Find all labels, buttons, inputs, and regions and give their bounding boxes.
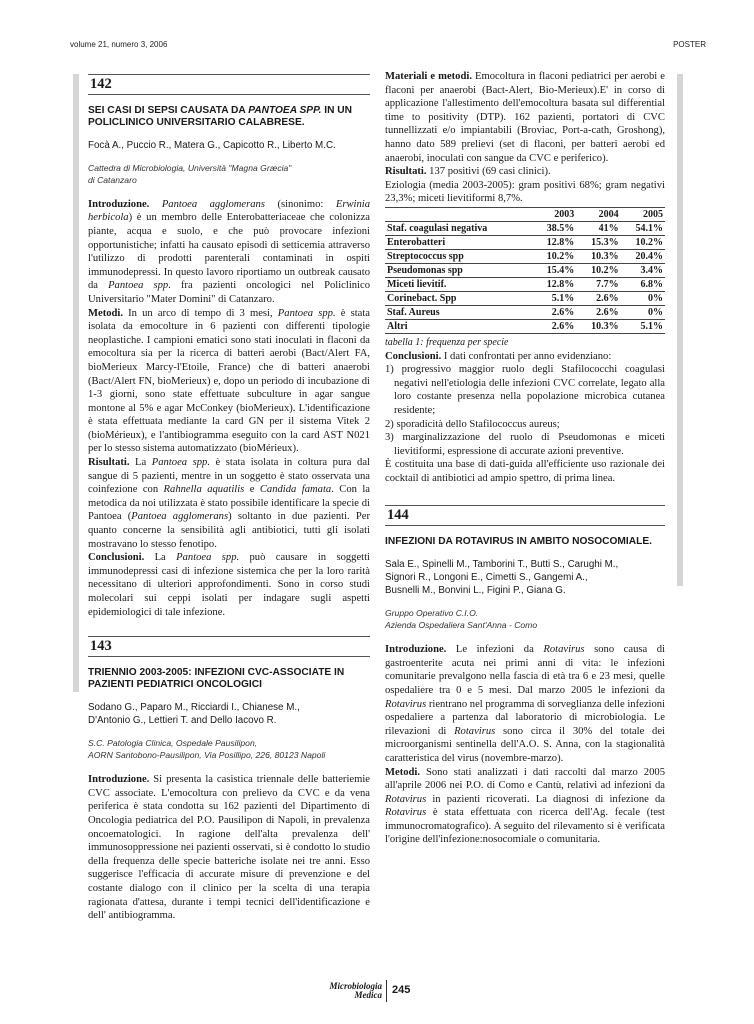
- affiliation-143: S.C. Patologia Clinica, Ospedale Pausilipon, AORN Santobono-Pausilipon, Via Posillipo, 226, 80123 Napoli: [88, 738, 326, 761]
- table-row: Enterobatteri 12.8% 15.3% 10.2%: [387, 236, 663, 248]
- table-row: Altri 2.6% 10.3% 5.1%: [387, 320, 663, 332]
- table-row: Pseudomonas spp 15.4% 10.2% 3.4%: [387, 264, 663, 276]
- methods-144: Metodi. Sono stati analizzati i dati raccolti dal marzo 2005 all'aprile 2006 nei P.O. di Como e Cantù, relativi ad infezioni da Rotavirus in pazienti ricoverati. La diagnosi di infezione da Rotavirus è stata effettuata con ricerca dell'Ag. fecale (test immunocromatografico). A seguito del rilevamento si è verificata l'origine dell'infezione:nosocomiale o comunitaria.: [385, 766, 665, 846]
- conclusions-142: Conclusioni. La Pantoea spp. può causare in soggetti immunodepressi casi di infezione sistemica che per la loro rarità necessitano di ulteriori approfondimenti. Sono in corso studi molecolari sui ceppi isolati per indagare sugli aspetti epidemiologici di tale infezione.: [88, 552, 370, 618]
- introduction-144: Introduzione. Le infezioni da Rotavirus sono causa di gastroenterite acuta nei primi anni di vita: le infezioni comunitarie prevalgono nella fascia di età tra 6 e 23 mesi, quelle ospedaliere tra 0 e 5 mesi. Dal marzo 2005 le infezioni da Rotavirus rientrano nel programma di sorveglianza delle infezioni ospedaliere a partenza dal laboratorio di microbiologia. Le rilevazioni di Rotavirus sono circa il 30% del totale dei microorganismi sentinella dell'A.O. S. Anna, con la stagionalità caratteristica del virus (novembre-marzo).: [385, 644, 665, 764]
- authors-143: Sodano G., Paparo M., Ricciardi I., Chianese M., D'Antonio G., Lettieri T. and Dello Iacovo R.: [88, 701, 300, 726]
- affiliation-142: Cattedra di Microbiologia, Università "Magna Græcia" di Catanzaro: [88, 162, 292, 185]
- table-row: Corinebact. Spp 5.1% 2.6% 0%: [387, 292, 663, 304]
- list-item: 3) marginalizzazione del ruolo di Pseudomonas e miceti lievitiformi, espressione di accurate azioni preventive.: [385, 432, 665, 457]
- conclusions-143: Conclusioni. I dati confrontati per anno evidenziano:: [385, 350, 612, 362]
- list-item: 1) progressivo maggior ruolo degli Stafilococchi coagulasi negativi nell'etiologia delle infezioni CVC correlate, legato alla loro costante presenza nella popolazione microbica cutanea residente;: [385, 364, 665, 416]
- results-143: Risultati. 137 positivi (69 casi clinici).: [385, 166, 551, 178]
- right-column: [385, 70, 665, 847]
- page-number: 245: [392, 984, 411, 996]
- abstract-title-144: INFEZIONI DA ROTAVIRUS IN AMBITO NOSOCOMIALE.: [385, 536, 652, 548]
- materials-methods-143: Materiali e metodi. Emocoltura in flaconi pediatrici per aerobi e flaconi per anaerobi (Bact-Alert, Bio-Merieux).E' in corso di applicazione l'allestimento dell'emocoltura basata sul differential time to positivity (DTP). 162 pazienti, portatori di CVC tunnellizzati e/o impiantabili (Broviac, Port-a-cath, Groshong), hanno dato 589 prelievi (set di flaconi, per batteri aerobi ed anaerobi, inoculati con sangue da CVC e periferico).: [385, 71, 665, 164]
- authors-142: Focà A., Puccio R., Matera G., Capicotto R., Liberto M.C.: [88, 139, 336, 151]
- table-row: Miceti lievitif. 12.8% 7.7% 6.8%: [387, 278, 663, 290]
- closing-143: È costituita una base di dati-guida all'efficiente uso razionale dei cocktail di antibiotici ad ampio spettro, di prima linea.: [385, 459, 665, 484]
- table-row: Streptococcus spp 10.2% 10.3% 20.4%: [387, 250, 663, 262]
- left-column: [88, 74, 370, 923]
- list-item: 2) sporadicità dello Stafilococcus aureus;: [385, 418, 560, 430]
- abstract-title-143: TRIENNIO 2003-2005: INFEZIONI CVC-ASSOCIATE IN PAZIENTI PEDIATRICI ONCOLOGICI: [88, 666, 345, 691]
- introduction-142: Introduzione. Pantoea agglomerans (sinonimo: Erwinia herbicola) è un membro delle Enterobatteriaceae che colonizza piante, acqua e suolo, e che può provocare infezioni opportunistiche; infatti ha causato episodi di setticemia attraverso l'utilizzo di prodotti parenterali contaminati in ospiti immunodepressi. In questo lavoro riportiamo un outbreak causato da Pantoea spp. fra pazienti oncologici nel Policlinico Universitario "Mater Domini" di Catanzaro.: [88, 198, 371, 305]
- results-142: Risultati. La Pantoea spp. è stata isolata in coltura pura dal sangue di 5 pazienti, mentre in un soggetto è stato osservata una coinfezione con Rahnella aquatilis e Candida famata. Con la metodica da noi utilizzata è stato possibile identificare la specie di Pantoea (Pantoea agglomerans) soltanto in due pazienti. Per quanto concerne la sensibilità agli antibiotici, tutti gli isolati mostravano lo stesso fenotipo.: [88, 457, 370, 550]
- table-row: Staf. Aureus 2.6% 2.6% 0%: [387, 306, 663, 318]
- year-header: 2004: [576, 207, 620, 221]
- left-margin-bar: [73, 74, 79, 692]
- section-header: POSTER: [673, 40, 706, 49]
- footer-divider: [386, 980, 387, 1002]
- year-header: 2005: [621, 207, 665, 221]
- abstract-title-142: SEI CASI DI SEPSI CAUSATA DA PANTOEA SPP. IN UN POLICLINICO UNIVERSITARIO CALABRESE.: [88, 104, 352, 129]
- journal-issue-header: volume 21, numero 3, 2006: [70, 40, 168, 49]
- frequency-table: [385, 207, 665, 334]
- abstract-number-142: 142: [88, 74, 370, 95]
- journal-logo: Microbiologia Medica: [329, 981, 382, 1000]
- methods-142: Metodi. In un arco di tempo di 3 mesi, Pantoea spp. è stata isolata da emocolture in 6 pazienti con differenti tipologie neoplastiche. I campioni ematici sono stati inoculati in flaconi da emocoltura sia per la ricerca di batteri aerobi (Bact/Alert FA, bioMerieux Marcy-l'Etoile, France) che di batteri anaerobi (Bact/Alert FN, bioMerieux) e, dopo un periodo di incubazione di 1-3 giorni, sono state effettuate subculture in agar sangue montone al 5% e agar McConkey (bioMerieux). L'identificazione è stata effettuata mediante la card GN per il sistema Vitek 2 (bioMérieux), e l'antibiogramma eseguito con la card AST N021 per lo stesso sistema automatizzato (bioMérieux).: [88, 307, 370, 455]
- authors-144: Sala E., Spinelli M., Tamborini T., Butti S., Carughi M., Signori R., Longoni E., Cimetti S., Gangemi A., Busnelli M., Bonvini L., Figini P., Giana G.: [385, 558, 619, 596]
- table-caption: tabella 1: frequenza per specie: [385, 336, 509, 348]
- affiliation-144: Gruppo Operativo C.I.O. Azienda Ospedaliera Sant'Anna - Como: [385, 608, 538, 631]
- abstract-number-143: 143: [88, 636, 370, 657]
- year-header: 2003: [532, 207, 576, 221]
- introduction-143: Introduzione. Si presenta la casistica triennale delle batteriemie CVC associate. L'emocoltura con prelievo da CVC e da vena periferica è stata condotta su 162 pazienti del Dipartimento di Oncologia pediatrica del P.O. Pausilipon di Napoli, in prevalenza oncoematologici. In ragione dell'alta prevalenza dell' immunosoppressione nei pazienti osservati, si è condotto lo studio della frequenza delle specie batteriche isolate nei tre anni. Esso suggerisce l'efficacia di accurate misure di prevenzione e del costante dialogo con il clinico per la scelta di una terapia ragionata d'attesa, durante i tempi tecnici dell'identificazione e dell' antibiogramma.: [88, 774, 370, 922]
- abstract-number-144: 144: [385, 505, 665, 526]
- table-row: Staf. coagulasi negativa 38.5% 41% 54.1%: [387, 222, 663, 234]
- etiology-143: Eziologia (media 2003-2005): gram positivi 68%; gram negativi 23,3%; miceti lievitiformi 8,7%.: [385, 179, 665, 205]
- right-margin-bar: [677, 74, 683, 586]
